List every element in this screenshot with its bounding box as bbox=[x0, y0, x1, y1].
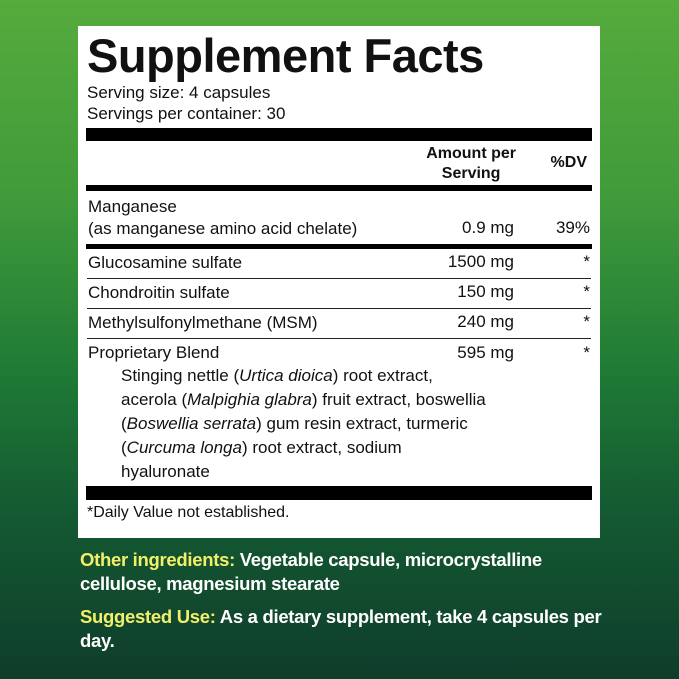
nutrient-dv: * bbox=[583, 343, 590, 362]
footnote: *Daily Value not established. bbox=[87, 504, 290, 521]
column-header bbox=[87, 141, 591, 185]
dv-header: %DV bbox=[550, 154, 587, 171]
amount-header-line2: Serving bbox=[441, 165, 501, 182]
divider-thick bbox=[86, 128, 592, 141]
nutrient-row bbox=[87, 279, 591, 309]
amount-header bbox=[426, 144, 516, 184]
amount-header-line1: Amount per bbox=[426, 145, 516, 162]
nutrient-name: Manganese bbox=[88, 197, 177, 216]
divider-thick bbox=[86, 486, 592, 500]
other-ingredients bbox=[80, 548, 620, 596]
nutrient-name: Proprietary Blend bbox=[88, 343, 220, 362]
nutrient-name: Glucosamine sulfate bbox=[88, 253, 243, 272]
nutrient-amount: 150 mg bbox=[457, 282, 514, 301]
nutrient-name: Methylsulfonylmethane (MSM) bbox=[88, 313, 318, 332]
suggested-use-text: As a dietary supplement, take 4 capsules per day. bbox=[80, 606, 602, 651]
suggested-use-label: Suggested Use: bbox=[80, 606, 216, 627]
other-ingredients-text: Vegetable capsule, microcrystalline cellulose, magnesium stearate bbox=[80, 549, 542, 594]
supplement-facts-panel bbox=[78, 26, 600, 538]
serving-size: Serving size: 4 capsules bbox=[87, 83, 271, 102]
nutrient-amount: 0.9 mg bbox=[462, 218, 514, 237]
nutrient-form: (as manganese amino acid chelate) bbox=[88, 219, 358, 238]
nutrient-row-blend bbox=[87, 339, 591, 364]
nutrient-dv: 39% bbox=[555, 218, 590, 237]
nutrient-row-manganese bbox=[87, 191, 591, 244]
nutrient-row bbox=[87, 309, 591, 339]
servings-per-container: Servings per container: 30 bbox=[87, 104, 286, 123]
blend-ingredients: Stinging nettle (Urtica dioica) root extract, acerola (Malpighia glabra) fruit extract, boswellia (Boswellia serrata) gum resin extract, turmeric (Curcuma longa) root extract, sodium hyaluronate bbox=[121, 366, 486, 481]
nutrient-dv: * bbox=[583, 312, 590, 331]
nutrient-amount: 1500 mg bbox=[447, 252, 514, 271]
nutrient-amount: 240 mg bbox=[457, 312, 514, 331]
nutrient-row bbox=[87, 249, 591, 279]
other-ingredients-label: Other ingredients: bbox=[80, 549, 235, 570]
suggested-use bbox=[80, 605, 620, 653]
nutrient-name: Chondroitin sulfate bbox=[88, 283, 230, 302]
nutrient-dv: * bbox=[583, 282, 590, 301]
nutrient-amount: 595 mg bbox=[457, 343, 514, 362]
nutrient-dv: * bbox=[583, 252, 590, 271]
panel-title: Supplement Facts bbox=[87, 29, 484, 82]
